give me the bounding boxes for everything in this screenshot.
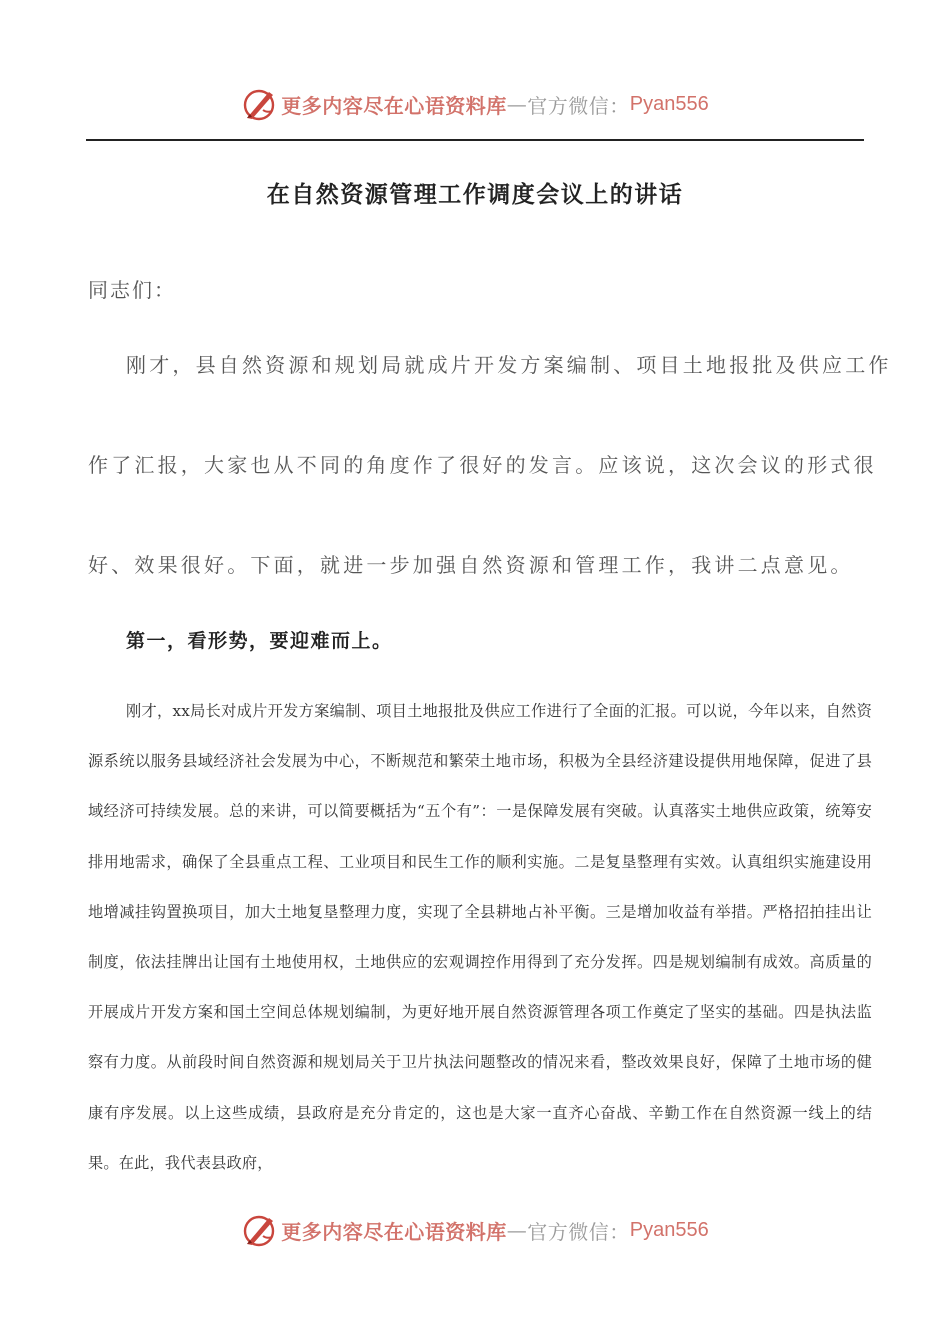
banner-promo-text: 更多内容尽在心语资料库: [281, 93, 507, 118]
banner-separator: —: [506, 92, 528, 116]
header-rule: [86, 139, 864, 141]
banner-wechat-label: 官方微信：: [527, 1219, 630, 1244]
footer-banner: [0, 1210, 950, 1250]
body-paragraph: 刚才，xx局长对成片开发方案编制、项目土地报批及供应工作进行了全面的汇报。可以说，今年以来，自然资源系统以服务县域经济社会发展为中心，不断规范和繁荣土地市场，积极为全县经济建设提供用地保障，促进了县域经济可持续发展。总的来讲，可以简要概括为“五个有”：一是保障发展有突破。认真落实土地供应政策，统筹安排用地需求，确保了全县重点工程、工业项目和民生工作的顺利实施。二是复垦整理有实效。认真组织实施建设用地增减挂钩置换项目，加大土地复垦整理力度，实现了全县耕地占补平衡。三是增加收益有举措。严格招拍挂出让制度，依法挂牌出让国有土地使用权，土地供应的宏观调控作用得到了充分发挥。四是规划编制有成效。高质量的开展成片开发方案和国土空间总体规划编制，为更好地开展自然资源管理各项工作奠定了坚实的基础。四是执法监察有力度。从前段时间自然资源和规划局关于卫片执法问题整改的情况来看，整改效果良好，保障了土地市场的健康有序发展。以上这些成绩，县政府是充分肯定的，这也是大家一直齐心奋战、辛勤工作在自然资源一线上的结果。在此，我代表县政府，: [88, 702, 872, 1172]
banner-wechat-id: Pyan556: [629, 92, 709, 115]
document-title: 在自然资源管理工作调度会议上的讲话: [266, 182, 684, 208]
header-banner: [0, 84, 950, 124]
intro-line-3: 好、效果很好。下面，就进一步加强自然资源和管理工作，我讲二点意见。: [88, 553, 854, 577]
pen-logo-icon: [241, 86, 277, 122]
intro-line-1: 刚才，县自然资源和规划局就成片开发方案编制、项目土地报批及供应工作: [126, 353, 892, 377]
section-heading: 第一，看形势，要迎难而上。: [126, 630, 393, 652]
banner-separator: —: [506, 1218, 528, 1242]
pen-logo-icon: [241, 1212, 277, 1248]
greeting: 同志们：: [88, 278, 176, 302]
banner-wechat-label: 官方微信：: [527, 93, 630, 118]
intro-line-2: 作了汇报，大家也从不同的角度作了很好的发言。应该说，这次会议的形式很: [88, 453, 877, 477]
banner-promo-text: 更多内容尽在心语资料库: [281, 1219, 507, 1244]
banner-wechat-id: Pyan556: [629, 1218, 709, 1241]
